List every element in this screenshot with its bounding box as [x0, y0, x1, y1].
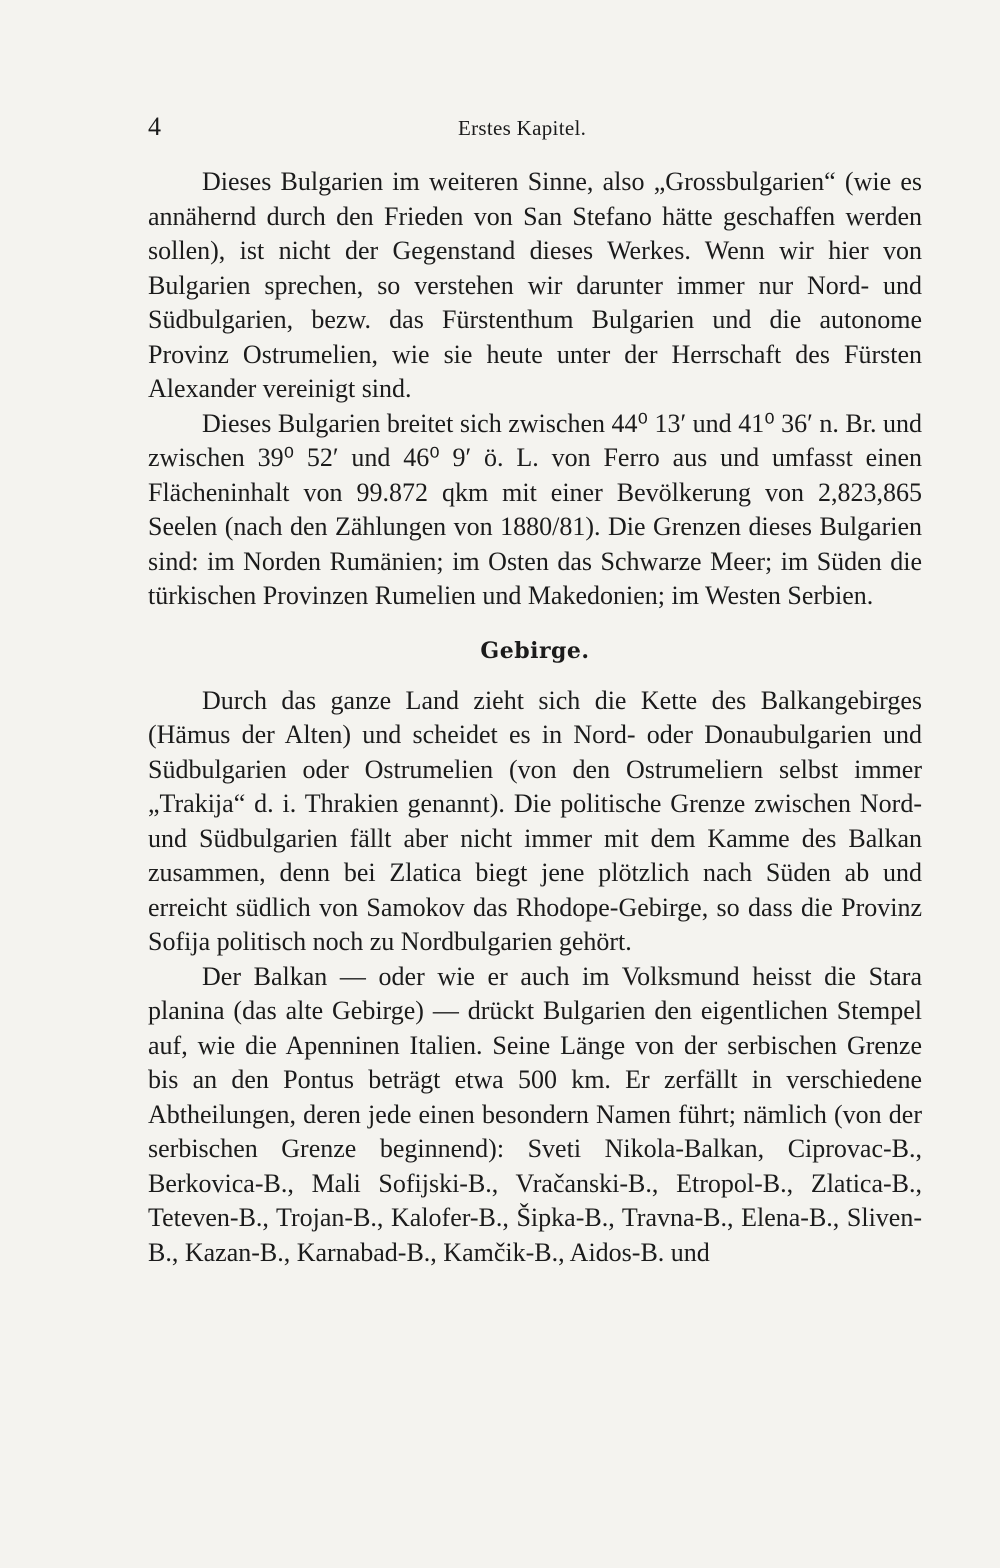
- running-head: Erstes Kapitel.: [458, 116, 587, 140]
- paragraph-grossbulgarien: Dieses Bulgarien im weiteren Sinne, also „Grossbulgarien“ (wie es annähernd durch den Frieden von San Stefano hätte geschaffen werden sollen), ist nicht der Gegenstand dieses Werkes. Wenn wir hier von Bulgarien sprechen, so verstehen wir darunter immer nur Nord- und Südbulgarien, bezw. das Fürstenthum Bulgarien und die autonome Provinz Ostrumelien, wie sie heute unter der Herrschaft des Fürsten Alexander vereinigt sind.: [148, 167, 922, 403]
- paragraph-geography: Dieses Bulgarien breitet sich zwischen 44⁰ 13′ und 41⁰ 36′ n. Br. und zwischen 39⁰ 52′ und 46⁰ 9′ ö. L. von Ferro aus und umfasst einen Flächeninhalt von 99.872 qkm mit einer Bevölkerung von 2,823,865 Seelen (nach den Zählungen von 1880/81). Die Grenzen dieses Bulgarien sind: im Norden Rumänien; im Osten das Schwarze Meer; im Süden die türkischen Provinzen Rumelien und Makedonien; im Westen Serbien.: [148, 408, 922, 610]
- paragraph-balkan-chain: Durch das ganze Land zieht sich die Kette des Balkangebirges (Hämus der Alten) und scheidet es in Nord- oder Donaubulgarien und Südbulgarien oder Ostrumelien (von den Ostrumeliern selbst immer „Trakija“ d. i. Thrakien genannt). Die politische Grenze zwischen Nord- und Südbulgarien fällt aber nicht immer mit dem Kamme des Balkan zusammen, denn bei Zlatica biegt jene plötzlich nach Süden ab und erreicht südlich von Samokov das Rhodope-Gebirge, so dass die Provinz Sofija politisch noch zu Nordbulgarien gehört.: [148, 685, 922, 956]
- page-body: [148, 165, 922, 1270]
- section-heading: Gebirge.: [480, 637, 590, 664]
- page-header: [148, 112, 920, 152]
- page-number: 4: [148, 112, 161, 141]
- paragraph-balkan-divisions: Der Balkan — oder wie er auch im Volksmund heisst die Stara planina (das alte Gebirge) — drückt Bulgarien den eigentlichen Stempel auf, wie die Apenninen Italien. Seine Länge von der serbischen Grenze bis an den Pontus beträgt etwa 500 km. Er zerfällt in verschiedene Abtheilungen, deren jede einen besondern Namen führt; nämlich (von der serbischen Grenze beginnend): Sveti Nikola-Balkan, Ciprovac-B., Berkovica-B., Mali Sofijski-B., Vračanski-B., Etropol-B., Zlatica-B., Teteven-B., Trojan-B., Kalofer-B., Šipka-B., Travna-B., Elena-B., Sliven-B., Kazan-B., Karnabad-B., Kamčik-B., Aidos-B. und: [148, 961, 922, 1267]
